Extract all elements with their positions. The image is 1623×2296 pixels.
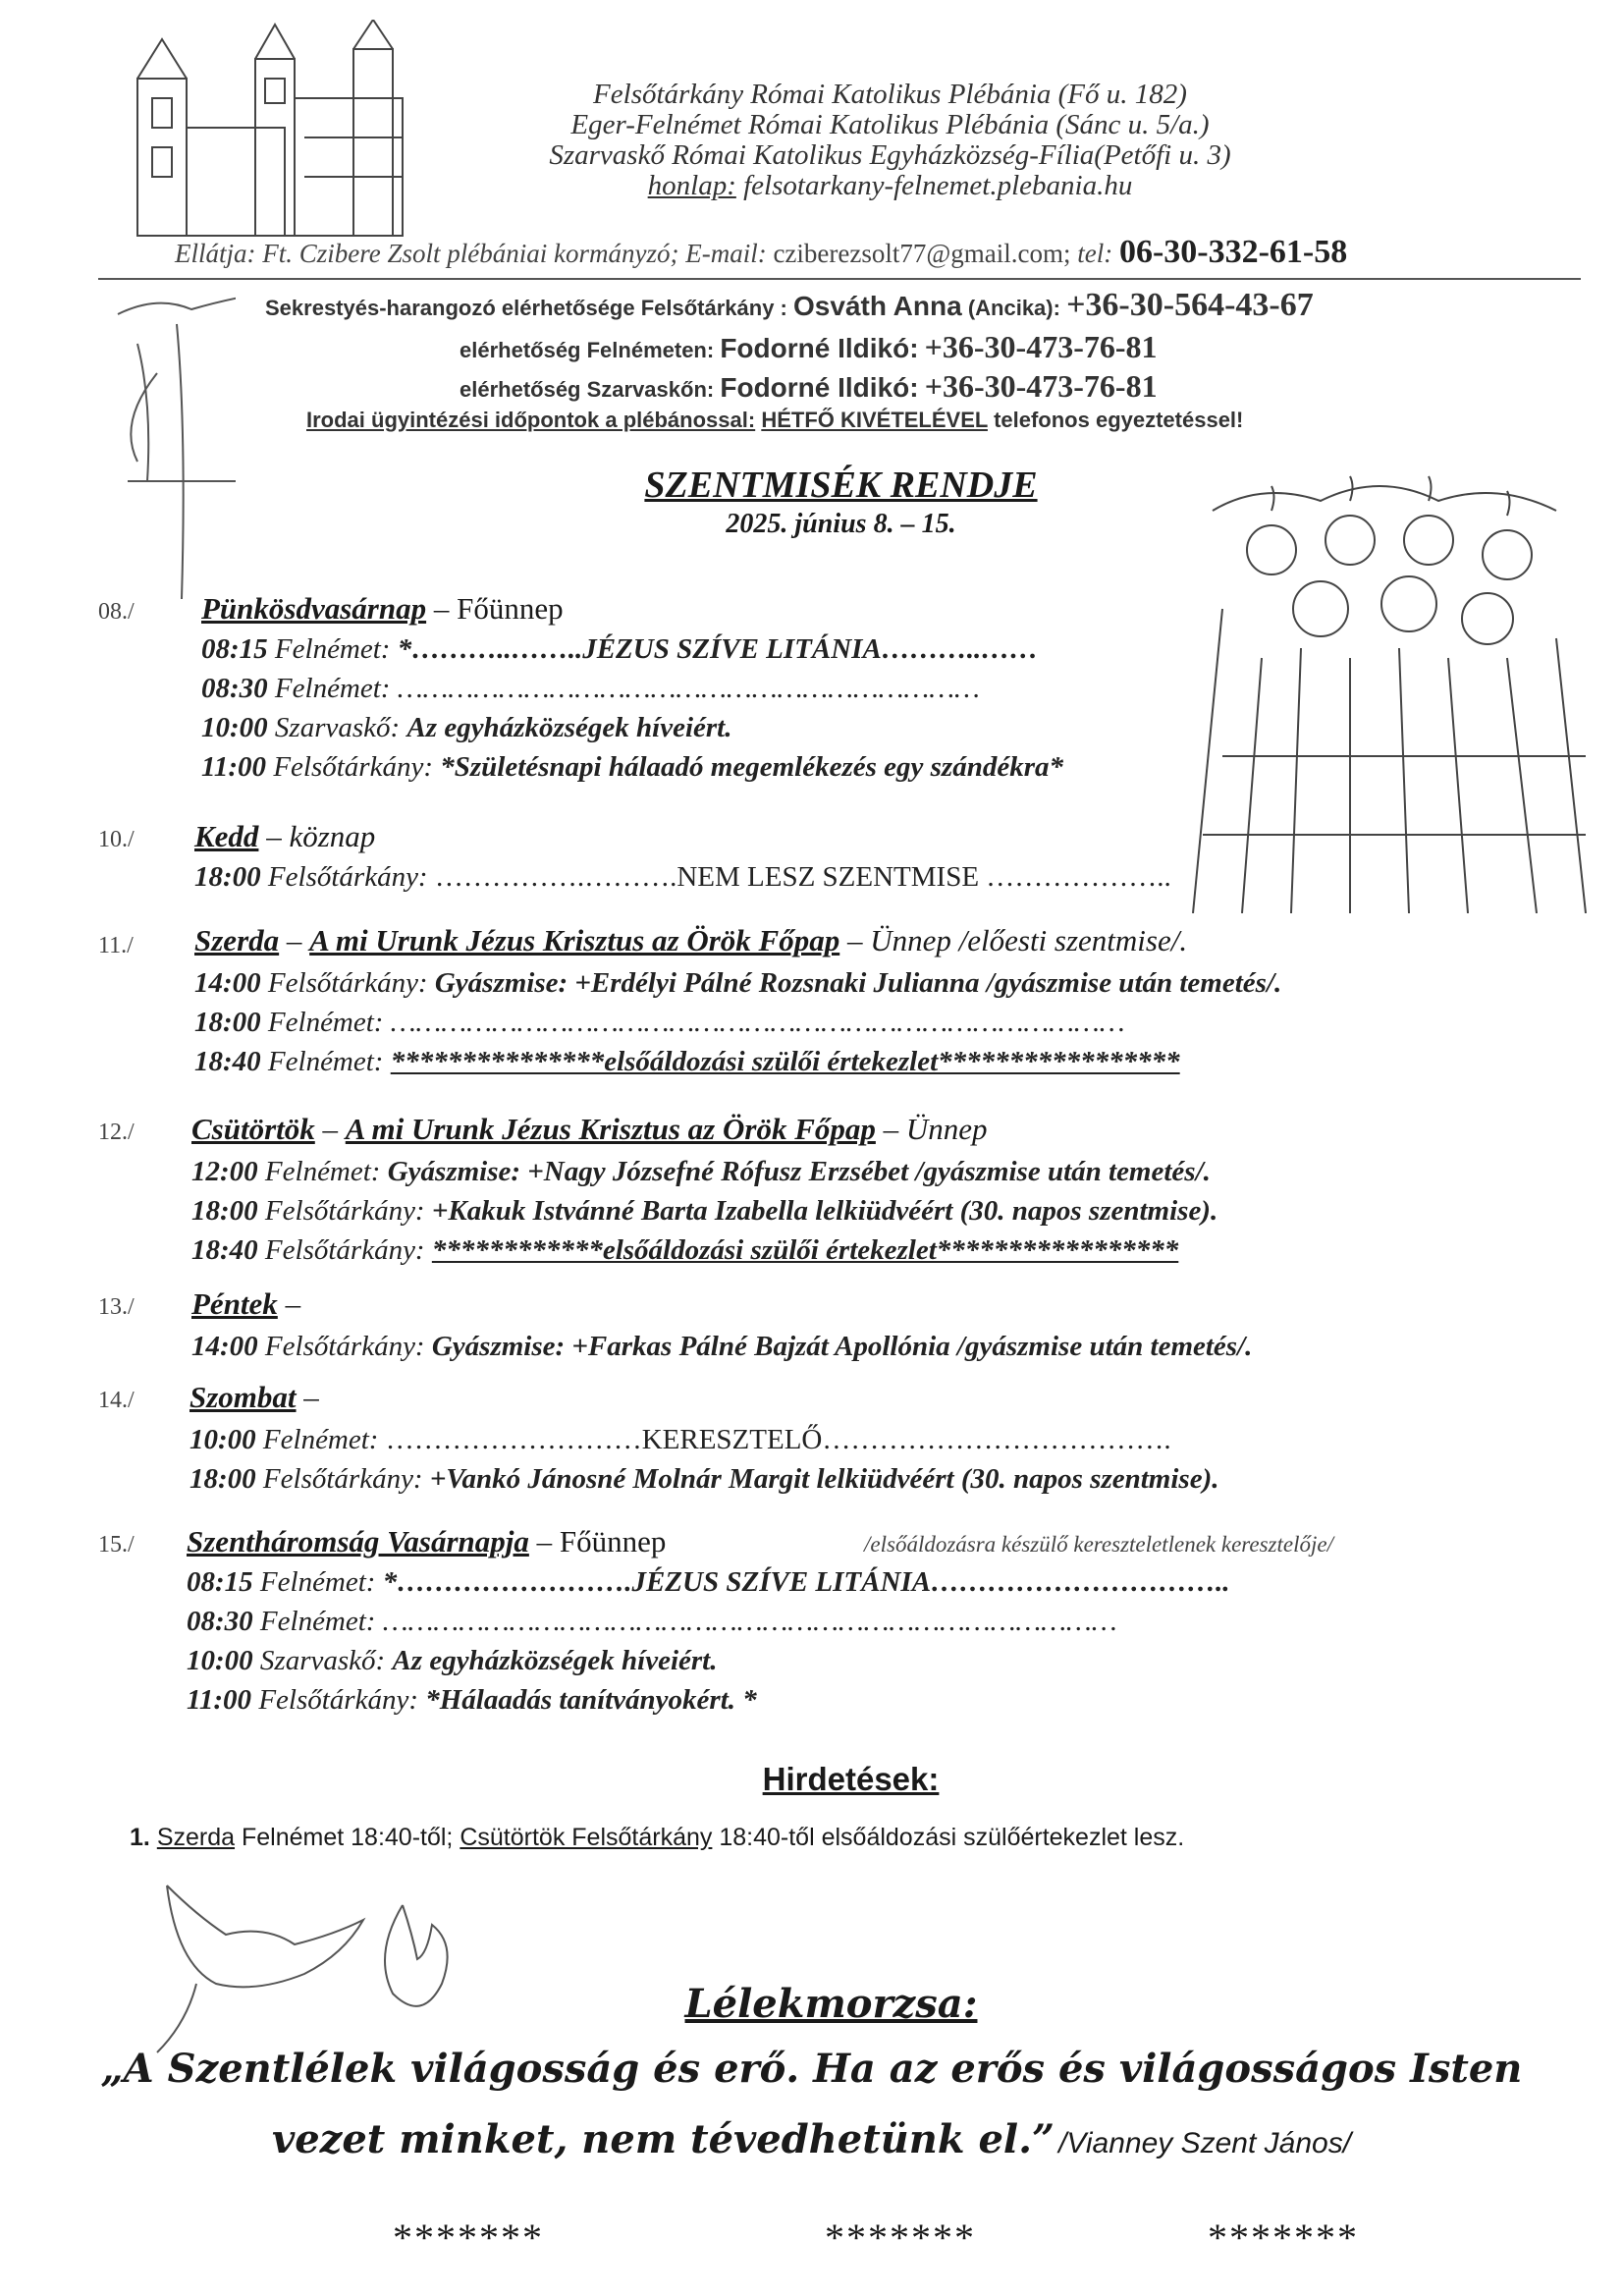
mass-entry: 18:00 Felsőtárkány: +Vankó Jánosné Molnár Margit lelkiüdvéért (30. napos szentmise). (189, 1463, 1219, 1495)
header-line-3: Szarvaskő Római Katolikus Egyházközség-Fília(Petőfi u. 3) (549, 139, 1231, 171)
mass-entry: 11:00 Felsőtárkány: *Hálaadás tanítványokért. * (187, 1684, 757, 1716)
day-number: 10./ (98, 827, 135, 852)
day-heading: Csütörtök – A mi Urunk Jézus Krisztus az Örök Főpap – Ünnep (191, 1112, 988, 1146)
day-name: Szombat (189, 1380, 297, 1414)
felnemet-contact-name: Fodorné Ildikó: (720, 333, 919, 363)
mass-entry: 18:40 Felsőtárkány: ************elsőáldozási szülői értekezlet***************** (191, 1234, 1179, 1266)
day-name: Szentháromság Vasárnapja (187, 1524, 529, 1558)
quote-line-2-wrap (0, 2116, 1623, 2162)
szarvasko-contact-name: Fodorné Ildikó: (720, 372, 919, 403)
day-heading: Szombat – (189, 1380, 319, 1414)
tel-label: tel: (1077, 239, 1113, 268)
sexton-label: Sekrestyés-harangozó elérhetősége Felsőtárkány : (265, 296, 787, 320)
day-name: Kedd (194, 819, 259, 853)
sexton-phone: +36-30-564-43-67 (1066, 287, 1314, 323)
day-number: 12./ (98, 1120, 135, 1145)
mass-entry: 12:00 Felnémet: Gyászmise: +Nagy Józsefné Rófusz Erzsébet /gyászmise után temetés/. (191, 1156, 1211, 1187)
quote-line-1: „A Szentlélek világosság és erő. Ha az erős és világosságos Isten (100, 2046, 1523, 2092)
mass-entry: 18:00 Felnémet: …………………………………………………………………………… (194, 1007, 1125, 1038)
mass-entry: 10:00 Szarvaskő: Az egyházközségek híveiért. (201, 712, 732, 743)
header-divider (98, 278, 1581, 280)
decorative-stars: ******* (1208, 2215, 1359, 2260)
day-heading: Péntek – (191, 1286, 301, 1321)
announcements-title: Hirdetések: (762, 1761, 940, 1797)
day-feast: A mi Urunk Jézus Krisztus az Örök Főpap (345, 1112, 876, 1146)
tel-value: 06-30-332-61-58 (1118, 234, 1348, 270)
schedule-title: SZENTMISÉK RENDJE (644, 465, 1038, 506)
day-number: 11./ (98, 933, 134, 958)
office-rest: telefonos egyeztetéssel! (994, 408, 1244, 432)
homepage-label: honlap: (647, 170, 736, 201)
day-heading: Szerda – A mi Urunk Jézus Krisztus az Örök Főpap – Ünnep /előesti szentmise/. (194, 923, 1188, 957)
mass-entry: 18:00 Felsőtárkány: …………….……….NEM LESZ SZENTMISE ……………….. (194, 861, 1171, 893)
mass-entry: 08:15 Felnémet: *………..……..JÉZUS SZÍVE LITÁNIA………..…… (201, 633, 1039, 665)
day-name: Szerda (194, 923, 280, 957)
felnemet-contact-phone: +36-30-473-76-81 (924, 329, 1158, 364)
email-link[interactable]: cziberezsolt77@gmail.com; (773, 239, 1071, 268)
szarvasko-contact-label: elérhetőség Szarvaskőn: (460, 377, 715, 402)
mass-entry: 14:00 Felsőtárkány: Gyászmise: +Farkas Pálné Bajzát Apollónia /gyászmise után temetés/. (191, 1331, 1253, 1362)
day-name: Péntek (191, 1286, 278, 1321)
day-number: 14./ (98, 1388, 135, 1413)
mass-entry: 11:00 Felsőtárkány: *Születésnapi hálaadó megemlékezés egy szándékra* (201, 751, 1063, 783)
homepage-link[interactable]: felsotarkany-felnemet.plebania.hu (743, 170, 1133, 201)
admin-text: Ellátja: Ft. Czibere Zsolt plébániai kormányzó; E-mail: (175, 239, 767, 268)
day-heading (201, 591, 564, 627)
day-note: – Ünnep /előesti szentmise/. (846, 923, 1188, 957)
felnemet-contact-label: elérhetőség Felnémeten: (460, 338, 715, 362)
mass-entry: 10:00 Szarvaskő: Az egyházközségek híveiért. (187, 1645, 718, 1676)
day-suffix: – köznap (266, 819, 376, 853)
quote-line-2: vezet minket, nem tévedhetünk el.” (271, 2116, 1055, 2162)
mass-entry: 10:00 Felnémet: ………………………KERESZTELŐ………………………………. (189, 1424, 1171, 1455)
day-number: 13./ (98, 1294, 135, 1320)
day-heading: Szentháromság Vasárnapja – Főünnep (187, 1524, 667, 1558)
office-highlight: HÉTFŐ KIVÉTELÉVEL (761, 408, 988, 432)
mass-entry: 14:00 Felsőtárkány: Gyászmise: +Erdélyi Pálné Rozsnaki Julianna /gyászmise után temetés/. (194, 967, 1282, 999)
header-line-2: Eger-Felnémet Római Katolikus Plébánia (Sánc u. 5/a.) (570, 109, 1210, 140)
sexton-nick: (Ancika): (967, 296, 1060, 320)
dove-flame-illustration (137, 1846, 461, 2062)
announcement-item: 1. Szerda Felnémet 18:40-től; Csütörtök Felsőtárkány 18:40-től elsőáldozási szülőértekezlet lesz. (130, 1824, 1185, 1851)
mass-entry: 18:00 Felsőtárkány: +Kakuk Istvánné Barta Izabella lelkiüdvéért (30. napos szentmise). (191, 1195, 1218, 1227)
day-heading (194, 819, 375, 854)
office-label: Irodai ügyintézési időpontok a plébánossal: (306, 408, 756, 432)
mass-entry: 18:40 Felnémet: ***************elsőáldozási szülői értekezlet***************** (194, 1046, 1180, 1077)
mass-entry: 08:30 Felnémet: …………………………………………………………………………… (187, 1606, 1117, 1637)
soul-crumb-title: Lélekmorzsa: (684, 1981, 978, 2027)
szarvasko-contact-phone: +36-30-473-76-81 (924, 368, 1158, 404)
day-number: 08./ (98, 599, 135, 625)
decorative-stars: ******* (393, 2215, 544, 2260)
mass-entry: 08:30 Felnémet: …………………………………………………………… (201, 673, 980, 704)
decorative-stars: ******* (825, 2215, 976, 2260)
day-suffix: – Főünnep (433, 591, 564, 626)
schedule-dates: 2025. június 8. – 15. (726, 509, 956, 539)
day-note: – Ünnep (883, 1112, 988, 1146)
header-line-1: Felsőtárkány Római Katolikus Plébánia (Fő u. 182) (593, 79, 1187, 110)
mass-entry: 08:15 Felnémet: *…………………….JÉZUS SZÍVE LITÁNIA………………………….. (187, 1566, 1230, 1598)
dove-cross-illustration (98, 285, 236, 609)
day-name: Pünkösdvasárnap (201, 591, 427, 626)
quote-author: /Vianney Szent János/ (1058, 2127, 1352, 2159)
day-number: 15./ (98, 1532, 135, 1558)
day-feast: A mi Urunk Jézus Krisztus az Örök Főpap (309, 923, 840, 957)
day-note: /elsőáldozásra készülő kereszteletlenek keresztelője/ (864, 1532, 1333, 1557)
sexton-name: Osváth Anna (793, 291, 962, 321)
day-name: Csütörtök (191, 1112, 315, 1146)
pentecost-illustration (1183, 462, 1596, 913)
